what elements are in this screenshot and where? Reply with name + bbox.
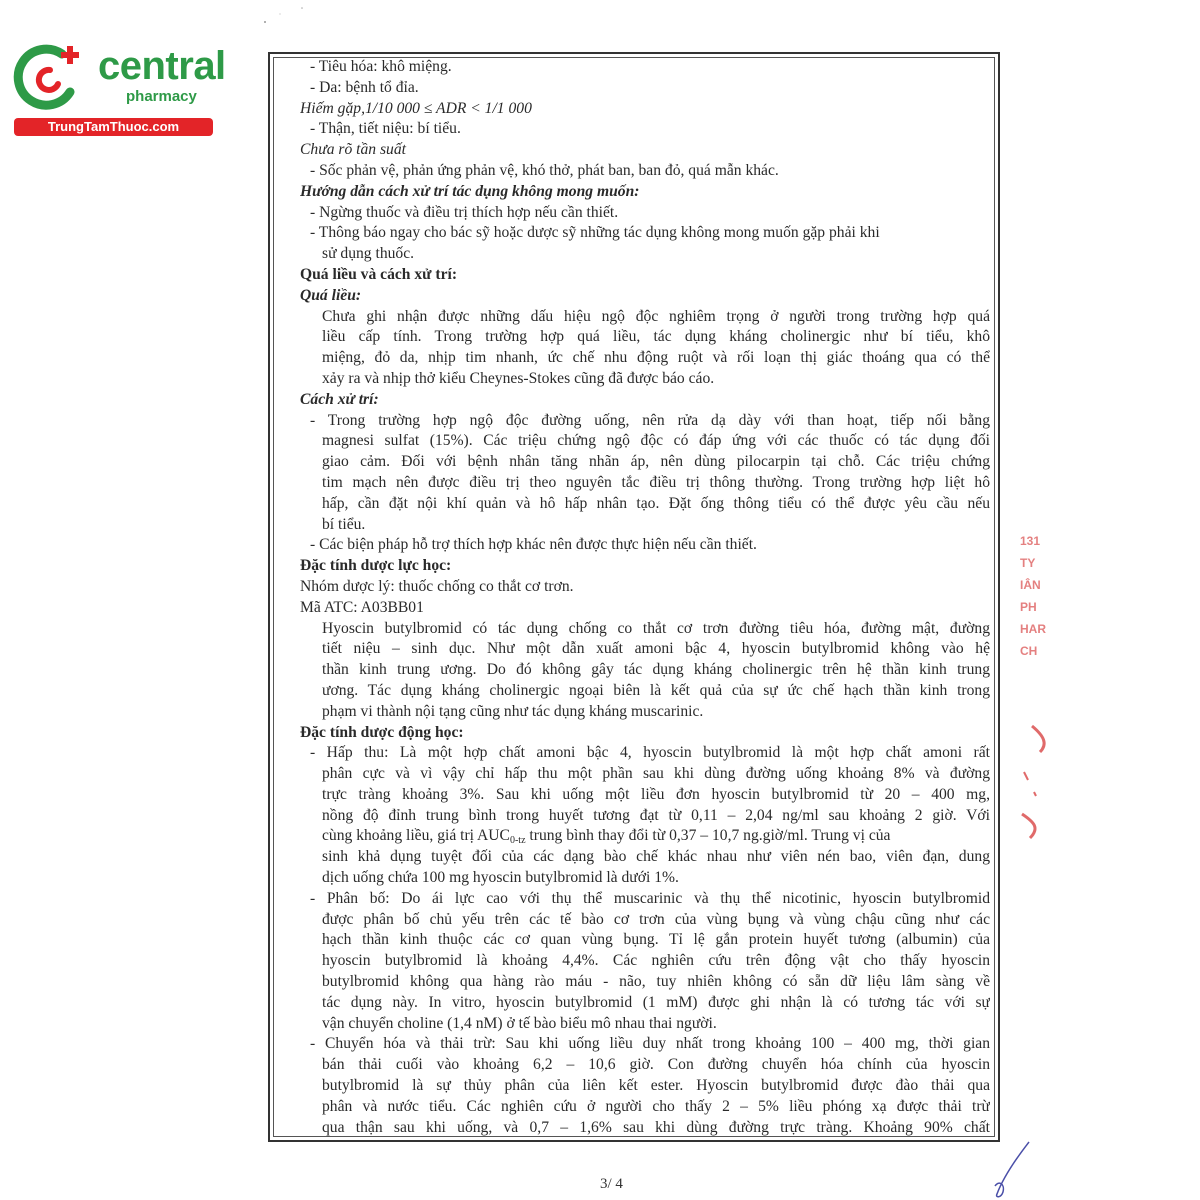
auc-text: cùng khoảng liều, giá trị AUC xyxy=(322,827,510,845)
page-number: 3/ 4 xyxy=(600,1176,623,1192)
brand-subtitle: pharmacy xyxy=(126,88,197,105)
text-line: hyoscin butylbromid là khoảng 4,4%. Các nghiên cứu trên động vật cho thấy hyoscin xyxy=(322,952,990,970)
text-line: - Trong trường hợp ngộ độc đường uống, nên rửa dạ dày với than hoạt, tiếp nối bằng xyxy=(310,411,990,429)
text-line: sinh khả dụng tuyệt đối của các dạng bào chế khác nhau như viên nén bao, viên đạn, dung xyxy=(322,848,990,866)
text-line: phạm vi thành nội tạng cũng như tác dụng kháng muscarinic. xyxy=(322,702,704,720)
stamp-text: 131 xyxy=(1020,534,1041,548)
scan-specks xyxy=(220,0,340,30)
text-line: qua thận sau khi uống, và 0,7 – 1,6% sau khi dùng đường trực tràng. Khoảng 90% chất xyxy=(322,1118,990,1136)
stamp-arc xyxy=(1018,722,1058,842)
text-line: xảy ra và nhịp thở kiểu Cheynes-Stokes cũng đã được báo cáo. xyxy=(322,369,715,387)
text-line: phân và nước tiểu. Các nghiên cứu ở người cho thấy 2 – 5% liều phóng xạ được thải trừ xyxy=(322,1097,990,1115)
subsection-heading: Cách xử trí: xyxy=(300,390,379,408)
text-line: butylbromid là sự thủy phân của liên kết ester. Hyoscin butylbromid được đào thải qua xyxy=(322,1077,990,1095)
text-line: - Thông báo ngay cho bác sỹ hoặc dược sỹ những tác dụng không mong muốn gặp phải khi xyxy=(310,224,880,242)
text-line: - Thận, tiết niệu: bí tiểu. xyxy=(310,120,461,138)
text-line: - Các biện pháp hỗ trợ thích hợp khác nên được thực hiện nếu cần thiết. xyxy=(310,536,757,554)
text-line: tác dụng này. In vitro, hyoscin butylbromid (1 mM) được ghi nhận là có tương tác với sự xyxy=(322,993,990,1011)
text-line: hấp, cần đặt nội khí quản và hô hấp nhân tạo. Đặt ống thông tiểu có thể được yêu cầu nếu xyxy=(322,494,990,512)
text-line: thần kinh trung ương. Do đó không gây tác dụng kháng cholinergic trên hệ thần kinh trung xyxy=(322,661,990,679)
text-line: trực tràng khoảng 3%. Sau khi uống một liều đơn hyoscin butylbromid từ 20 – 400 mg, xyxy=(322,785,990,803)
subsection-heading: Quá liều: xyxy=(300,286,362,304)
stamp-text: CH xyxy=(1020,644,1038,658)
text-line: magnesi sulfat (15%). Các triệu chứng ngộ độc có đáp ứng với các thuốc có tác dụng đối xyxy=(322,432,990,450)
text-line: - Ngừng thuốc và điều trị thích hợp nếu cần thiết. xyxy=(310,203,619,221)
document-content xyxy=(300,57,990,1138)
text-line: sử dụng thuốc. xyxy=(322,245,415,263)
text-line: Hyoscin butylbromid có tác dụng chống co thắt cơ trơn đường tiêu hóa, đường mật, đường xyxy=(322,619,990,637)
text-line-auc xyxy=(300,826,990,847)
brand-name: central xyxy=(98,44,226,88)
text-line: - Phân bố: Do ái lực cao với thụ thể muscarinic và thụ thể nicotinic, hyoscin butylbromid xyxy=(310,889,990,907)
text-line: dịch uống chứa 100 mg hyoscin butylbromid là dưới 1%. xyxy=(322,869,679,887)
text-line: hạch thần kinh thuộc các cơ quan vùng bụng. Tỉ lệ gắn protein huyết tương (albumin) của xyxy=(322,931,990,949)
text-line: - Chuyển hóa và thải trừ: Sau khi uống liều duy nhất trong khoảng 100 – 400 mg, thời gian xyxy=(310,1035,990,1053)
brand-url[interactable]: TrungTamThuoc.com xyxy=(14,118,213,136)
text-line: - Sốc phản vệ, phản ứng phản vệ, khó thở, phát ban, ban đỏ, quá mẫn khác. xyxy=(310,161,779,179)
section-heading: Đặc tính dược động học: xyxy=(300,723,464,741)
text-line: tim mạch nên được điều trị theo nguyên tắc điều trị thông thường. Trong trường hợp liệt hô xyxy=(322,473,990,491)
text-line: Mã ATC: A03BB01 xyxy=(300,598,424,616)
text-line: được phân bố chủ yếu trên các tế bào cơ trơn của vùng bụng và vùng chậu cũng như các xyxy=(322,910,990,928)
stamp-text: HAR xyxy=(1020,622,1046,636)
text-line: Chưa ghi nhận được những dấu hiệu ngộ độc nghiêm trọng ở người trong trường hợp quá xyxy=(322,307,990,325)
section-heading: Đặc tính dược lực học: xyxy=(300,557,452,575)
section-heading: Quá liều và cách xử trí: xyxy=(300,265,458,283)
text-line: giao cảm. Đối với bệnh nhân tăng nhãn áp, nên dùng pilocarpin tại chỗ. Các triệu chứng xyxy=(322,453,990,471)
text-line: Nhóm dược lý: thuốc chống co thắt cơ trơn. xyxy=(300,577,574,595)
auc-text-rest: trung bình thay đổi từ 0,37 – 10,7 ng.giờ/ml. Trung vị của xyxy=(525,827,891,845)
text-line: - Hấp thu: Là một hợp chất amoni bậc 4, hyoscin butylbromid là một hợp chất amoni rất xyxy=(310,744,990,762)
text-line: liều cấp tính. Trong trường hợp quá liều, tác dụng kháng cholinergic như bí tiểu, khô xyxy=(322,328,990,346)
text-line: - Tiêu hóa: khô miệng. xyxy=(310,58,452,75)
frequency-heading: Chưa rõ tần suất xyxy=(300,141,406,159)
text-line: ương. Tác dụng kháng cholinergic ngoại biên là kết quả của sự ức chế hạch thần kinh trong xyxy=(322,681,990,699)
text-line: butylbromid không qua hàng rào máu - não, tuy nhiên không có sẵn dữ liệu lâm sàng về xyxy=(322,973,990,991)
text-line: bí tiểu. xyxy=(322,515,366,533)
company-stamp xyxy=(1020,530,1054,680)
text-line: tiết niệu – sinh dục. Như một dẫn xuất amoni bậc 4, hyoscin butylbromid không vào hệ xyxy=(322,640,990,658)
stamp-text: TY xyxy=(1020,556,1036,570)
text-line: phân cực và vì vậy chỉ hấp thu một phần sau khi dùng đường uống khoảng 8% và đường xyxy=(322,765,990,783)
text-line: - Da: bệnh tổ đỉa. xyxy=(310,78,419,96)
text-line: vận chuyển choline (1,4 nM) ở tế bào biểu mô nhau thai người. xyxy=(322,1014,717,1032)
pharmacy-cross-icon xyxy=(12,40,84,112)
text-line: bán thải cuối vào khoảng 6,2 – 10,6 giờ. Con đường chuyển hóa chính của hyoscin xyxy=(322,1056,990,1074)
signature-mark xyxy=(985,1140,1035,1200)
section-heading: Hướng dẫn cách xử trí tác dụng không mong muốn: xyxy=(300,182,640,200)
text-line: miệng, đỏ da, nhịp tim nhanh, ức chế nhu động ruột và rối loạn thị giác thoáng qua có thể xyxy=(322,349,990,367)
frequency-heading: Hiếm gặp,1/10 000 ≤ ADR < 1/1 000 xyxy=(300,99,532,117)
auc-subscript: 0-tz xyxy=(509,835,526,847)
text-line: nồng độ đỉnh trung bình trong huyết tương đạt từ 0,11 – 2,04 ng/ml sau khoảng 2 giờ. Với xyxy=(322,806,990,824)
stamp-text: PH xyxy=(1020,600,1037,614)
stamp-text: IÂN xyxy=(1020,578,1041,592)
central-pharmacy-logo xyxy=(10,36,226,136)
